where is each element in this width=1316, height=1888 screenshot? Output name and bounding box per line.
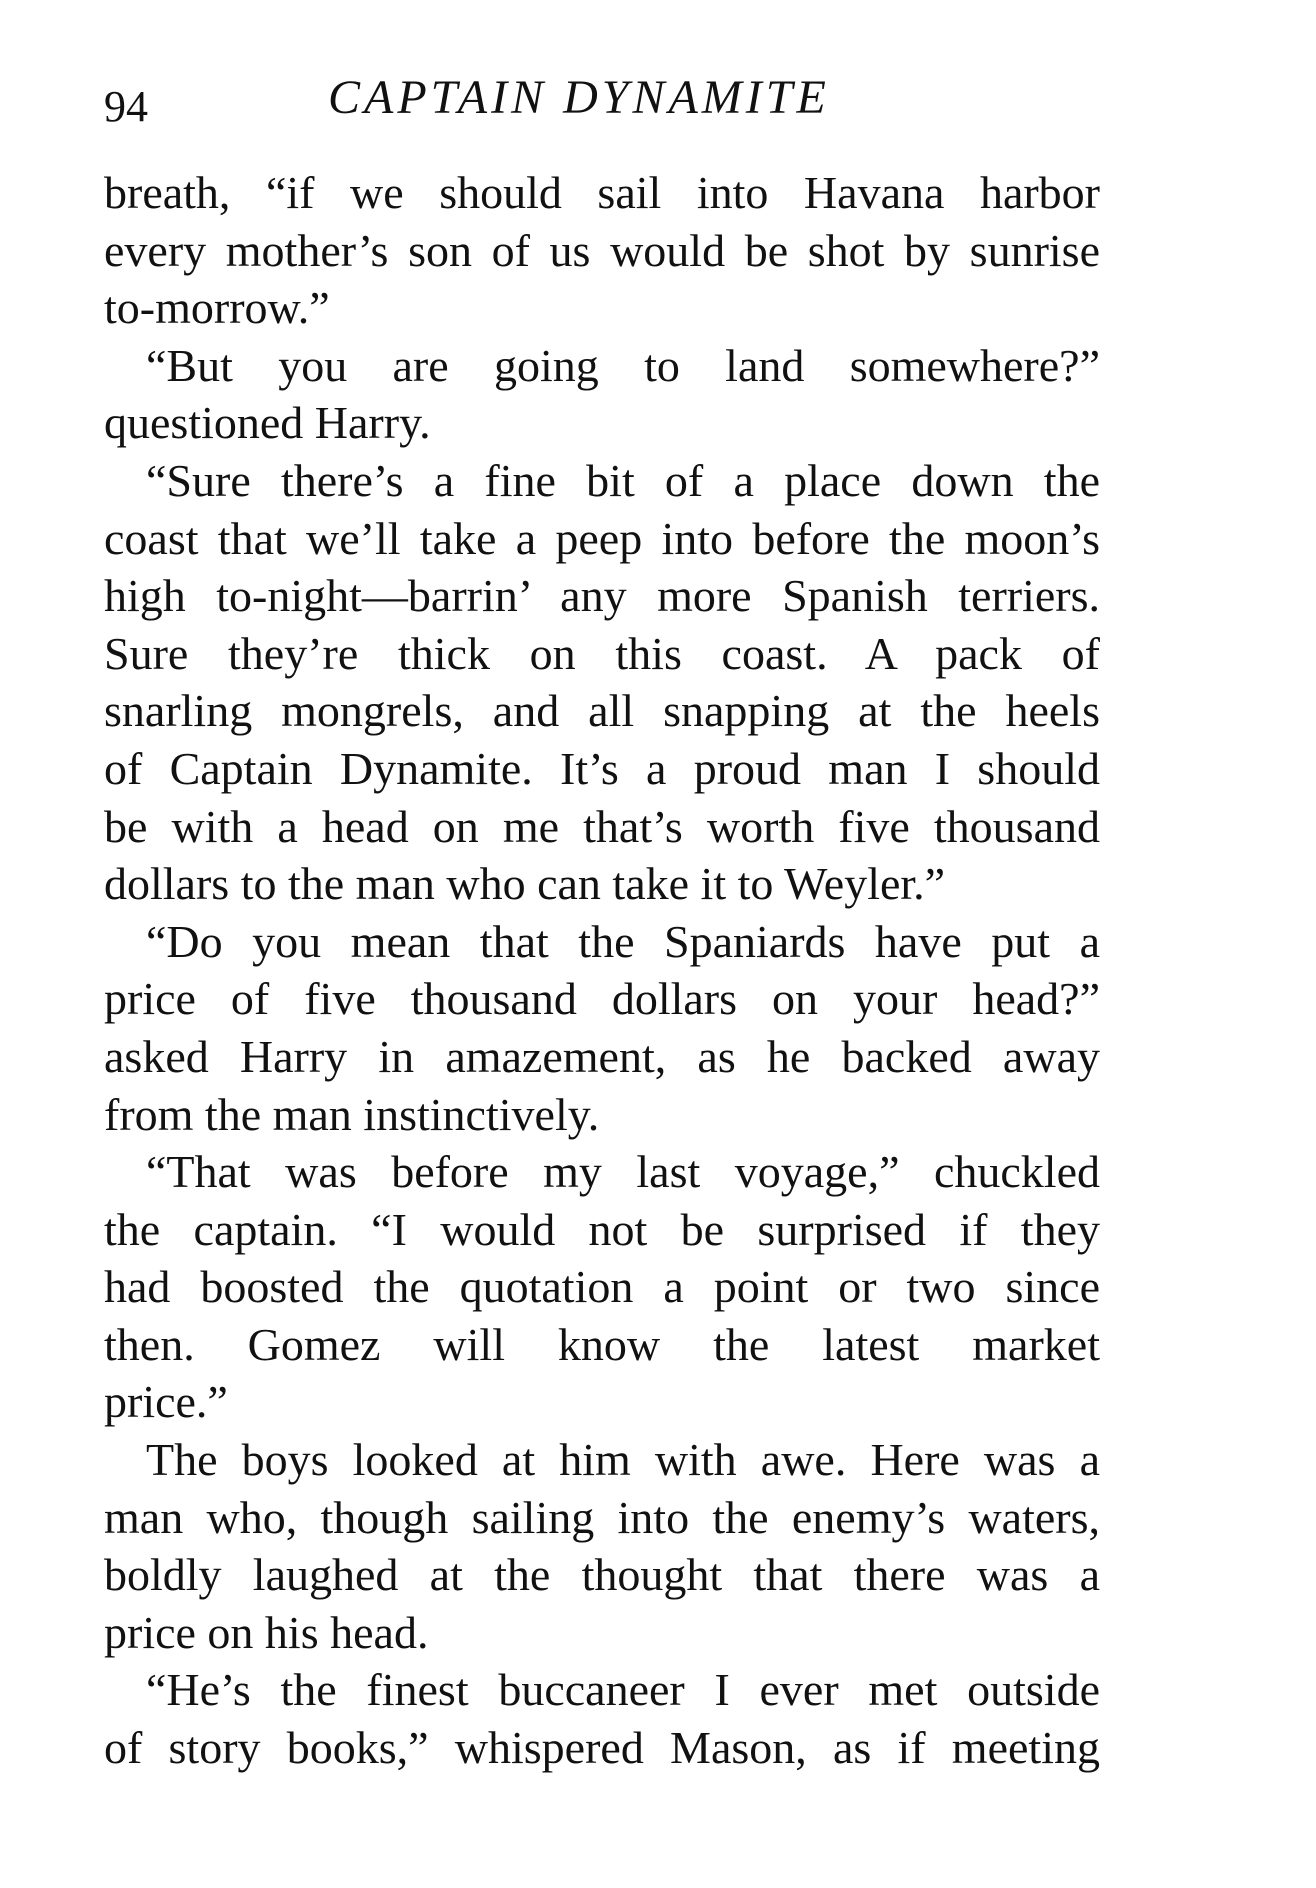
text-line: the captain. “I would not be surprised if they (104, 1203, 1100, 1255)
running-head (104, 62, 1104, 132)
text-line: boldly laughed at the thought that there was a (104, 1549, 1100, 1601)
text-line: The boys looked at him with awe. Here was a (146, 1434, 1100, 1486)
text-line: then. Gomez will know the latest market (104, 1318, 1100, 1370)
text-line: price.” (104, 1376, 228, 1428)
text-line: “He’s the finest buccaneer I ever met outside (146, 1664, 1100, 1716)
text-line: snarling mongrels, and all snapping at the heels (104, 685, 1100, 737)
text-line: “Do you mean that the Spaniards have put a (146, 915, 1100, 967)
text-line: price on his head. (104, 1606, 429, 1658)
text-line: had boosted the quotation a point or two since (104, 1261, 1100, 1313)
book-title: CAPTAIN DYNAMITE (328, 71, 830, 124)
text-line: be with a head on me that’s worth five thousand (104, 800, 1100, 852)
text-line: man who, though sailing into the enemy’s waters, (104, 1491, 1100, 1543)
text-line: of Captain Dynamite. It’s a proud man I should (104, 742, 1100, 794)
text-line: every mother’s son of us would be shot by sunrise (104, 224, 1100, 276)
text-line: “That was before my last voyage,” chuckled (146, 1146, 1100, 1198)
text-line: asked Harry in amazement, as he backed away (104, 1030, 1100, 1082)
text-line: “But you are going to land somewhere?” (146, 339, 1100, 391)
text-line: Sure they’re thick on this coast. A pack of (104, 627, 1100, 679)
text-line: “Sure there’s a fine bit of a place down the (146, 454, 1100, 506)
page-number: 94 (104, 82, 148, 131)
text-line: price of five thousand dollars on your head?” (104, 973, 1100, 1025)
text-line: breath, “if we should sail into Havana harbor (104, 167, 1100, 218)
text-line: dollars to the man who can take it to Weyler.” (104, 858, 946, 910)
text-line: high to-night—barrin’ any more Spanish terriers. (104, 570, 1100, 622)
body-text (104, 164, 1100, 1777)
text-line: to-morrow.” (104, 282, 330, 334)
text-line: from the man instinctively. (104, 1088, 600, 1140)
text-line: coast that we’ll take a peep into before the moon’s (104, 512, 1100, 564)
text-line: of story books,” whispered Mason, as if meeting (104, 1722, 1100, 1774)
text-line: questioned Harry. (104, 397, 431, 449)
